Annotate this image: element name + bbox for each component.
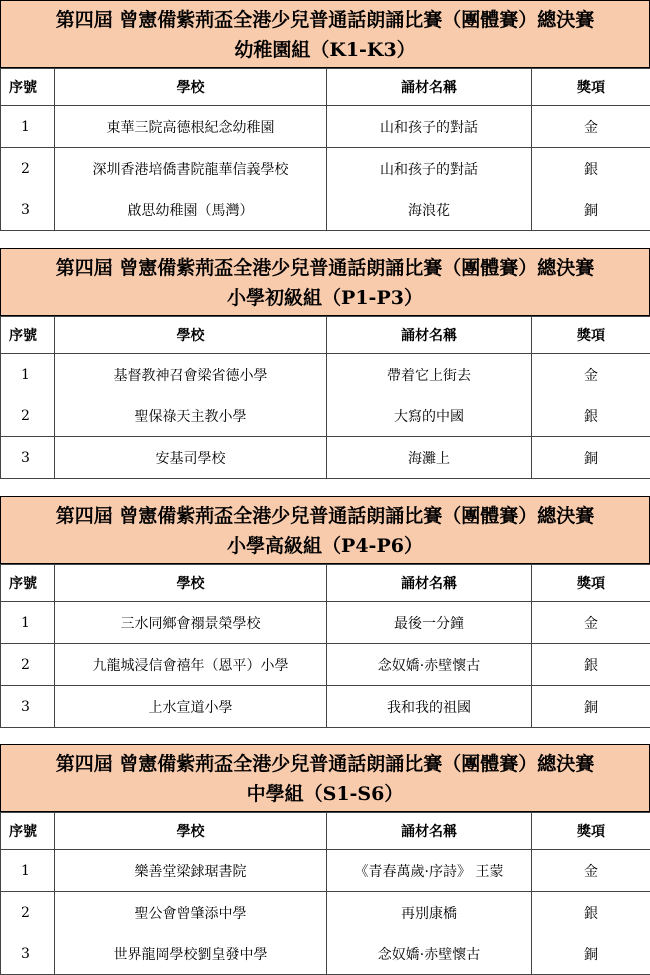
header-award: 獎項 (532, 813, 650, 850)
row-award: 金 (532, 602, 650, 644)
table-row (1, 602, 650, 644)
results-section-kindergarten (0, 0, 650, 231)
results-table (0, 812, 650, 975)
table-row (1, 106, 650, 148)
row-school: 深圳香港培僑書院龍華信義學校 (55, 148, 327, 190)
table-header-row (1, 813, 650, 850)
row-piece: 山和孩子的對話 (327, 148, 532, 190)
row-number: 2 (1, 644, 55, 686)
section-title-line2: 幼稚園組（K1-K3） (234, 39, 416, 61)
row-piece: 再別康橋 (327, 892, 532, 934)
row-number: 3 (1, 189, 55, 231)
table-header-row (1, 565, 650, 602)
row-school: 安基司學校 (55, 437, 327, 479)
row-number: 3 (1, 686, 55, 728)
row-award: 銀 (532, 148, 650, 190)
row-number: 3 (1, 437, 55, 479)
row-number: 3 (1, 933, 55, 975)
section-title (0, 496, 650, 564)
row-school: 九龍城浸信會禧年（恩平）小學 (55, 644, 327, 686)
row-piece: 我和我的祖國 (327, 686, 532, 728)
header-number: 序號 (1, 813, 55, 850)
table-row (1, 395, 650, 437)
table-row (1, 850, 650, 892)
header-award: 獎項 (532, 69, 650, 106)
row-award: 銀 (532, 395, 650, 437)
results-table (0, 564, 650, 728)
row-piece: 大寫的中國 (327, 395, 532, 437)
row-award: 銅 (532, 933, 650, 975)
header-number: 序號 (1, 565, 55, 602)
results-table (0, 316, 650, 479)
table-row (1, 644, 650, 686)
row-piece: 《青春萬歲·序詩》 王蒙 (327, 850, 532, 892)
table-row (1, 892, 650, 934)
section-title (0, 0, 650, 68)
header-school: 學校 (55, 69, 327, 106)
row-piece: 海浪花 (327, 189, 532, 231)
header-award: 獎項 (532, 565, 650, 602)
row-piece: 帶着它上街去 (327, 354, 532, 396)
row-award: 金 (532, 850, 650, 892)
row-school: 東華三院高德根紀念幼稚園 (55, 106, 327, 148)
row-award: 銅 (532, 686, 650, 728)
header-piece: 誦材名稱 (327, 317, 532, 354)
table-header-row (1, 317, 650, 354)
table-row (1, 148, 650, 190)
header-school: 學校 (55, 813, 327, 850)
section-title (0, 744, 650, 812)
row-school: 聖公會曾肇添中學 (55, 892, 327, 934)
row-award: 銅 (532, 189, 650, 231)
row-school: 世界龍岡學校劉皇發中學 (55, 933, 327, 975)
header-number: 序號 (1, 317, 55, 354)
row-number: 2 (1, 892, 55, 934)
results-section-senior-primary (0, 496, 650, 728)
results-section-secondary (0, 744, 650, 975)
row-piece: 念奴嬌·赤壁懷古 (327, 933, 532, 975)
row-piece: 山和孩子的對話 (327, 106, 532, 148)
header-piece: 誦材名稱 (327, 813, 532, 850)
header-number: 序號 (1, 69, 55, 106)
table-row (1, 686, 650, 728)
row-award: 金 (532, 106, 650, 148)
row-school: 三水同鄉會禤景榮學校 (55, 602, 327, 644)
table-row (1, 933, 650, 975)
row-number: 1 (1, 354, 55, 396)
table-row (1, 437, 650, 479)
header-school: 學校 (55, 317, 327, 354)
table-header-row (1, 69, 650, 106)
row-piece: 最後一分鐘 (327, 602, 532, 644)
section-title-line2: 中學組（S1-S6） (246, 783, 404, 805)
row-school: 樂善堂梁銶琚書院 (55, 850, 327, 892)
section-title-line1: 第四屆 曾憲備紫荊盃全港少兒普通話朗誦比賽（團體賽）總決賽 (55, 753, 595, 775)
section-title-line1: 第四屆 曾憲備紫荊盃全港少兒普通話朗誦比賽（團體賽）總決賽 (55, 505, 595, 527)
header-piece: 誦材名稱 (327, 69, 532, 106)
row-award: 金 (532, 354, 650, 396)
table-row (1, 354, 650, 396)
table-row (1, 189, 650, 231)
header-piece: 誦材名稱 (327, 565, 532, 602)
row-number: 2 (1, 148, 55, 190)
section-title-line2: 小學初級組（P1-P3） (227, 287, 423, 309)
row-school: 基督教神召會梁省德小學 (55, 354, 327, 396)
row-school: 上水宣道小學 (55, 686, 327, 728)
row-award: 銀 (532, 892, 650, 934)
row-award: 銅 (532, 437, 650, 479)
section-title-line1: 第四屆 曾憲備紫荊盃全港少兒普通話朗誦比賽（團體賽）總決賽 (55, 9, 595, 31)
row-award: 銀 (532, 644, 650, 686)
row-piece: 念奴嬌·赤壁懷古 (327, 644, 532, 686)
results-table (0, 68, 650, 231)
row-number: 1 (1, 602, 55, 644)
row-number: 2 (1, 395, 55, 437)
section-title (0, 248, 650, 316)
row-school: 啟思幼稚園（馬灣） (55, 189, 327, 231)
header-school: 學校 (55, 565, 327, 602)
results-section-junior-primary (0, 248, 650, 479)
row-school: 聖保祿天主教小學 (55, 395, 327, 437)
row-number: 1 (1, 106, 55, 148)
section-title-line1: 第四屆 曾憲備紫荊盃全港少兒普通話朗誦比賽（團體賽）總決賽 (55, 257, 595, 279)
row-number: 1 (1, 850, 55, 892)
header-award: 獎項 (532, 317, 650, 354)
row-piece: 海灘上 (327, 437, 532, 479)
section-title-line2: 小學高級組（P4-P6） (227, 535, 423, 557)
